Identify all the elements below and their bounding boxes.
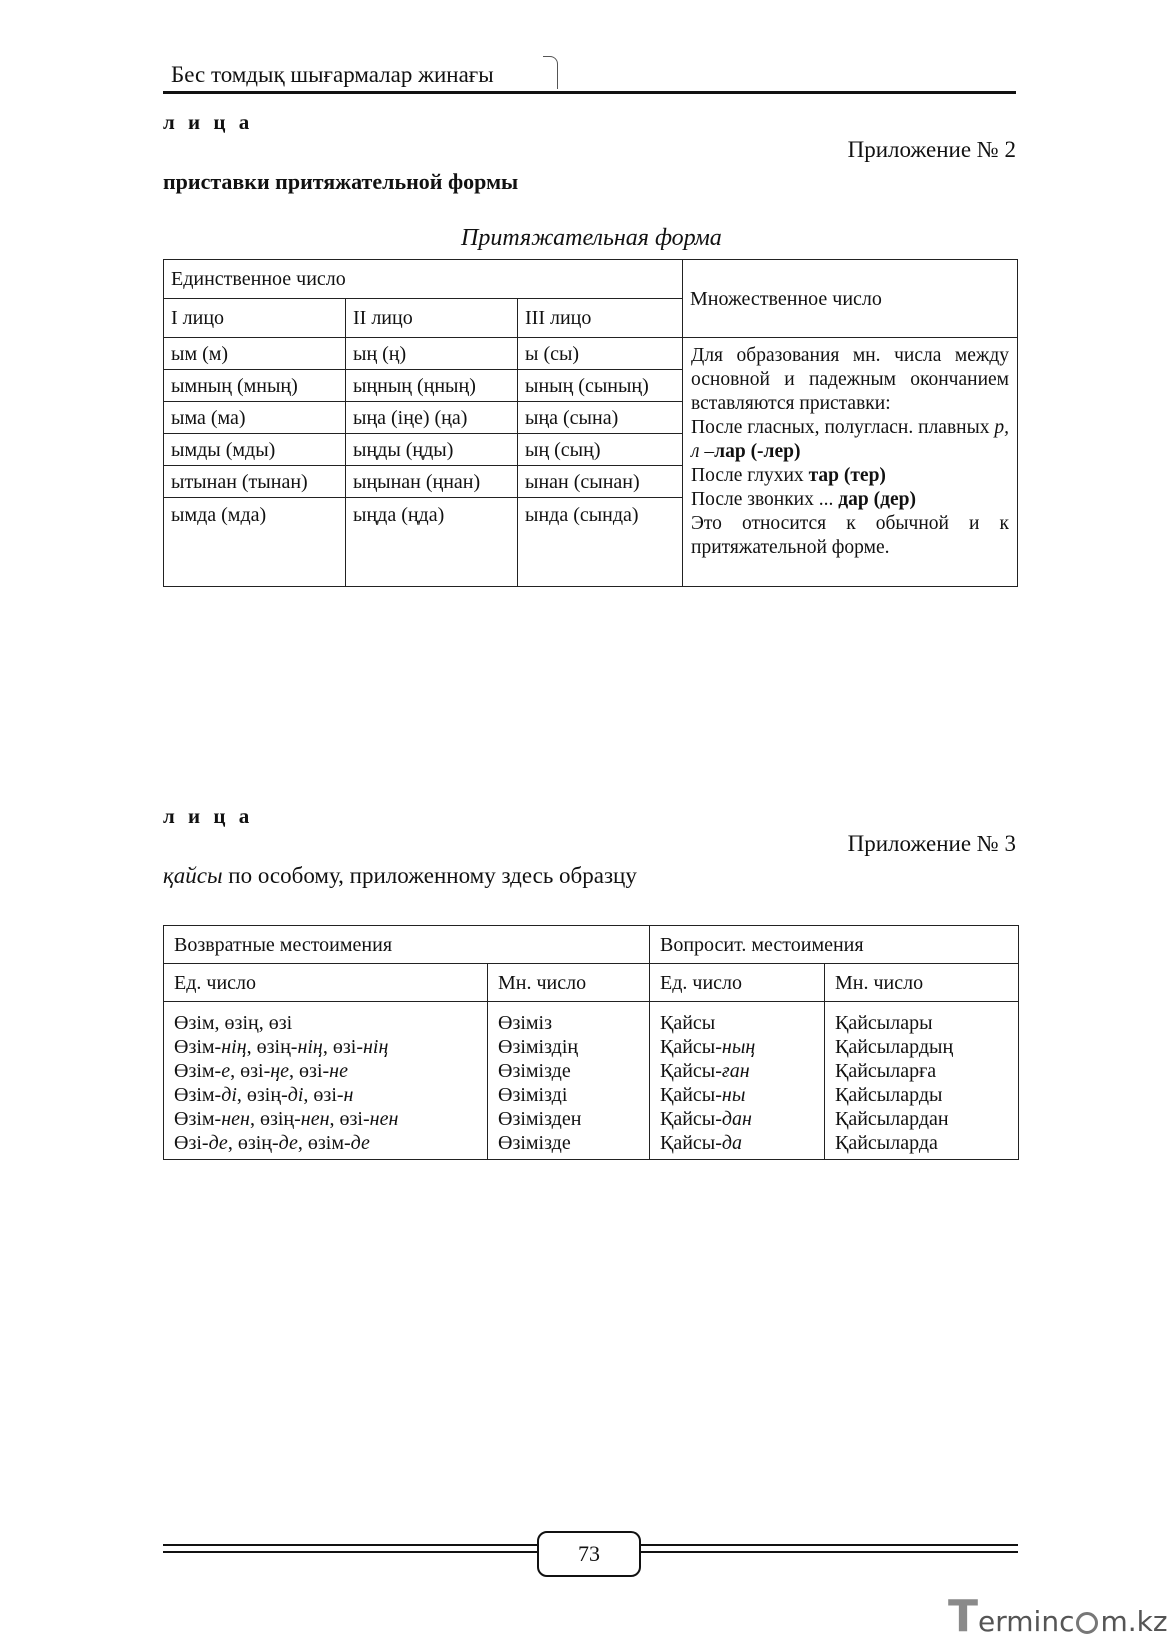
plural-header: Множественное число <box>683 260 1018 338</box>
table-row <box>164 338 1018 370</box>
section-label-1: л и ц а <box>163 110 254 134</box>
reflexive-plural-cell <box>488 1002 650 1160</box>
running-head <box>163 56 558 90</box>
section-title-1: приставки притяжательной формы <box>163 169 519 194</box>
list-item: Қайсы-ның <box>660 1036 756 1058</box>
reflexive-pronouns-header: Возвратные местоимения <box>164 926 650 964</box>
page-number: 73 <box>537 1531 641 1577</box>
note-after-voiced: После звонких ... дар (дер) <box>691 489 916 510</box>
table-cell: ыңды (ңды) <box>346 434 518 466</box>
pronouns-table <box>163 925 1019 1160</box>
list-item: Қайсы <box>660 1012 716 1034</box>
table-cell: ыма (ма) <box>164 402 346 434</box>
table-cell: ымның (мның) <box>164 370 346 402</box>
interrogative-singular-cell <box>650 1002 825 1160</box>
table-cell: ынан (сынан) <box>518 466 683 498</box>
list-item: Өзі-де, өзің-де, өзім-де <box>174 1132 370 1154</box>
list-item: Өзім-нен, өзің-нен, өзі-нен <box>174 1108 399 1130</box>
col-header-interrogative-plural: Мн. число <box>825 964 1019 1002</box>
list-item: Қайсы-дан <box>660 1108 752 1130</box>
list-item: Өзім-ді, өзің-ді, өзі-н <box>174 1084 354 1106</box>
list-item: Қайсыларды <box>835 1084 943 1106</box>
appendix-2-label: Приложение № 2 <box>847 137 1016 162</box>
singular-header: Единственное число <box>164 260 683 299</box>
table-cell: ың (ң) <box>346 338 518 370</box>
reflexive-singular-cell <box>164 1002 488 1160</box>
list-item: Өзіміз <box>498 1012 553 1034</box>
table-caption: Притяжательная форма <box>461 225 722 251</box>
list-item: Қайсылардан <box>835 1108 949 1130</box>
person-header-3: III лицо <box>518 299 683 338</box>
col-header-interrogative-singular: Ед. число <box>650 964 825 1002</box>
list-item: Қайсыларда <box>835 1132 938 1154</box>
person-header-1: I лицо <box>164 299 346 338</box>
watermark-logo: Terminc m.kz <box>948 1591 1168 1642</box>
list-item: Өзімізден <box>498 1108 582 1130</box>
table-cell: ымда (мда) <box>164 498 346 587</box>
section-label-2: л и ц а <box>163 804 254 828</box>
note-intro: Для образования мн. числа между основной и падежным окончанием вставляются приставки: <box>691 345 1010 414</box>
header-rule <box>163 91 1016 94</box>
table-cell: ымды (мды) <box>164 434 346 466</box>
list-item: Қайсы-ған <box>660 1060 750 1082</box>
list-item: Қайсыларға <box>835 1060 937 1082</box>
list-item: Өзімізде <box>498 1060 571 1082</box>
table-cell: ытынан (тынан) <box>164 466 346 498</box>
list-item: Қайсылары <box>835 1012 933 1034</box>
appendix-3-label: Приложение № 3 <box>847 831 1016 856</box>
note-after-vowels: После гласных, полугласн. плавных р, л –лар (-лер) <box>691 417 1010 462</box>
list-item: Өзімізде <box>498 1132 571 1154</box>
table-cell: ыңның (ңның) <box>346 370 518 402</box>
table-cell: ы (сы) <box>518 338 683 370</box>
list-item: Қайсылардың <box>835 1036 954 1058</box>
section-subtitle-2: қайсы по особому, приложенному здесь образцу <box>163 863 637 888</box>
table-cell: ының (сының) <box>518 370 683 402</box>
table-cell: ында (сында) <box>518 498 683 587</box>
running-head-tab <box>543 56 558 89</box>
list-item: Өзіміздің <box>498 1036 579 1058</box>
list-item: Қайсы-да <box>660 1132 743 1154</box>
list-item: Қайсы-ны <box>660 1084 746 1106</box>
table-cell: ым (м) <box>164 338 346 370</box>
person-header-2: II лицо <box>346 299 518 338</box>
interrogative-pronouns-header: Вопросит. местоимения <box>650 926 1019 964</box>
table-cell: ыңа (сына) <box>518 402 683 434</box>
list-item: Өзім-е, өзі-ңе, өзі-не <box>174 1060 348 1082</box>
plural-formation-note <box>683 338 1018 587</box>
list-item: Өзімізді <box>498 1084 568 1106</box>
running-head-title: Бес томдық шығармалар жинағы <box>171 62 494 87</box>
magnifier-icon <box>1076 1612 1098 1634</box>
interrogative-plural-cell <box>825 1002 1019 1160</box>
list-item: Өзім, өзің, өзі <box>174 1012 293 1034</box>
table-cell: ыңынан (ңнан) <box>346 466 518 498</box>
table-cell: ыңа (іңе) (ңа) <box>346 402 518 434</box>
note-outro: Это относится к обычной и к притяжательной форме. <box>691 513 1010 558</box>
list-item: Өзім-нің, өзің-нің, өзі-нің <box>174 1036 389 1058</box>
table-cell: ың (сың) <box>518 434 683 466</box>
col-header-reflexive-singular: Ед. число <box>164 964 488 1002</box>
col-header-reflexive-plural: Мн. число <box>488 964 650 1002</box>
note-after-voiceless: После глухих тар (тер) <box>691 465 886 486</box>
table-cell: ыңда (ңда) <box>346 498 518 587</box>
possessive-table <box>163 259 1018 587</box>
